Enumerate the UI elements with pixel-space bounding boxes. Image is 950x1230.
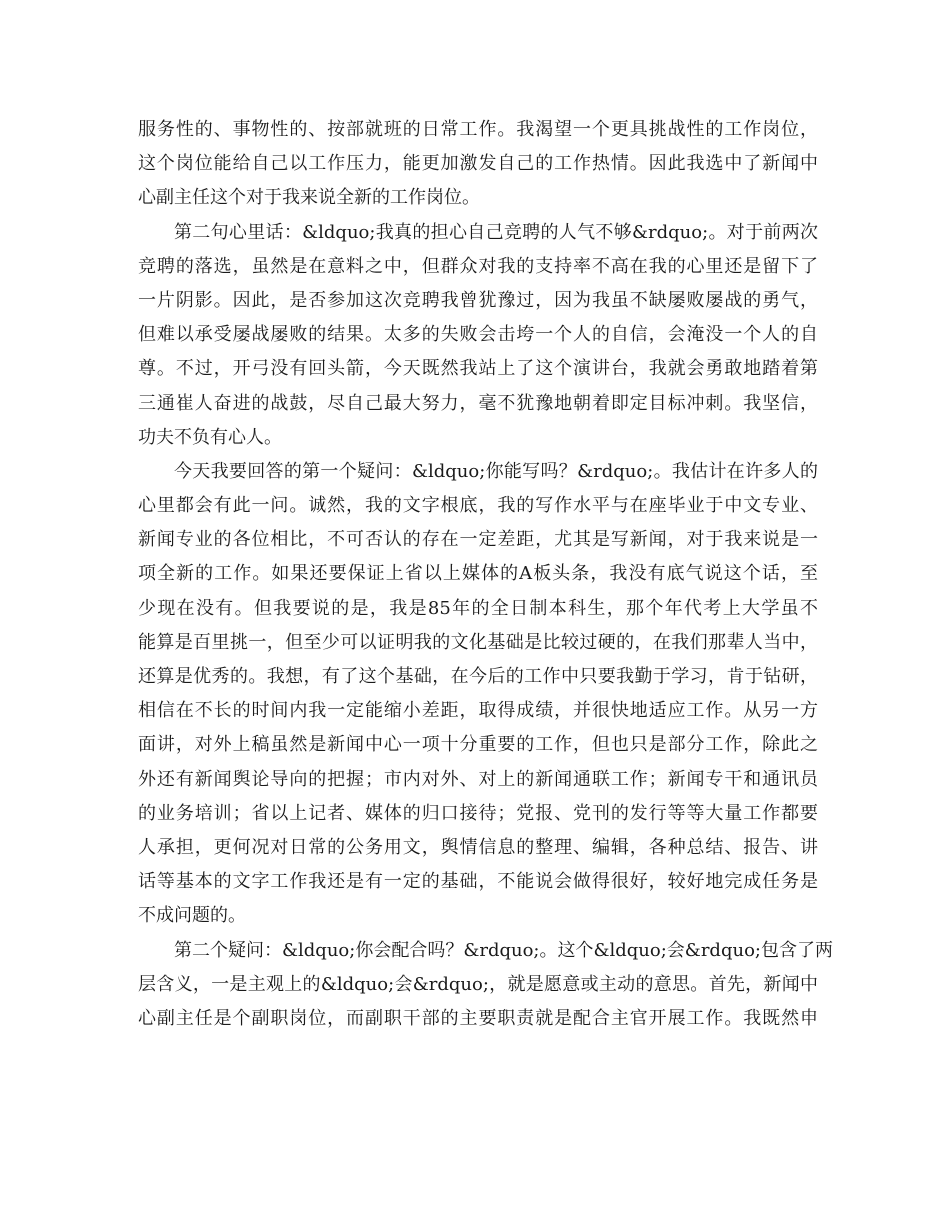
- text-line: 第二句心里话：&ldquo;我真的担心自己竞聘的人气不够&rdquo;。对于前两次: [174, 221, 818, 243]
- text-line: 面讲，对外上稿虽然是新闻中心一项十分重要的工作，但也只是部分工作，除此之: [138, 734, 818, 756]
- text-line: 第二个疑问：&ldquo;你会配合吗？&rdquo;。这个&ldquo;会&rdquo;包含了两: [174, 939, 833, 961]
- text-line: 的业务培训；省以上记者、媒体的归口接待；党报、党刊的发行等等大量工作都要: [138, 802, 818, 824]
- text-line: 外还有新闻舆论导向的把握；市内对外、对上的新闻通联工作；新闻专干和通讯员: [138, 768, 818, 790]
- text-line: 人承担，更何况对日常的公务用文，舆情信息的整理、编辑，各种总结、报告、讲: [138, 836, 818, 858]
- text-line: 尊。不过，开弓没有回头箭，今天既然我站上了这个演讲台，我就会勇敢地踏着第: [138, 358, 818, 380]
- text-line: 心里都会有此一问。诚然，我的文字根底，我的写作水平与在座毕业于中文专业、: [138, 495, 818, 517]
- text-line: 新闻专业的各位相比，不可否认的存在一定差距，尤其是写新闻，对于我来说是一: [138, 529, 818, 551]
- text-line: 一片阴影。因此，是否参加这次竞聘我曾犹豫过，因为我虽不缺屡败屡战的勇气，: [138, 289, 818, 311]
- text-line: 三通崔人奋进的战鼓，尽自己最大努力，毫不犹豫地朝着即定目标冲刺。我坚信，: [138, 392, 818, 414]
- text-line: 但难以承受屡战屡败的结果。太多的失败会击垮一个人的自信，会淹没一个人的自: [138, 324, 818, 346]
- text-line: 今天我要回答的第一个疑问：&ldquo;你能写吗？&rdquo;。我估计在许多人的: [174, 460, 818, 482]
- text-line: 能算是百里挑一，但至少可以证明我的文化基础是比较过硬的，在我们那辈人当中，: [138, 631, 818, 653]
- text-line: 层含义，一是主观上的&ldquo;会&rdquo;，就是愿意或主动的意思。首先，新闻中: [138, 973, 818, 995]
- text-line: 不成问题的。: [138, 905, 246, 927]
- text-line: 竞聘的落选，虽然是在意料之中，但群众对我的支持率不高在我的心里还是留下了: [138, 255, 818, 277]
- text-line: 项全新的工作。如果还要保证上省以上媒体的A板头条，我没有底气说这个话，至: [138, 563, 818, 585]
- text-line: 服务性的、事物性的、按部就班的日常工作。我渴望一个更具挑战性的工作岗位，: [138, 119, 818, 140]
- text-line: 话等基本的文字工作我还是有一定的基础，不能说会做得很好，较好地完成任务是: [138, 871, 818, 893]
- text-line: 功夫不负有心人。: [138, 426, 282, 448]
- text-line: 相信在不长的时间内我一定能缩小差距，取得成绩，并很快地适应工作。从另一方: [138, 700, 818, 722]
- text-line: 还算是优秀的。我想，有了这个基础，在今后的工作中只要我勤于学习，肯于钻研，: [138, 666, 818, 687]
- text-line: 心副主任这个对于我来说全新的工作岗位。: [138, 187, 480, 209]
- text-line: 心副主任是个副职岗位，而副职干部的主要职责就是配合主官开展工作。我既然申: [138, 1007, 818, 1029]
- document-body: [138, 113, 833, 1036]
- text-line: 少现在没有。但我要说的是，我是85年的全日制本科生，那个年代考上大学虽不: [138, 597, 818, 619]
- text-line: 这个岗位能给自己以工作压力，能更加激发自己的工作热情。因此我选中了新闻中: [138, 153, 818, 175]
